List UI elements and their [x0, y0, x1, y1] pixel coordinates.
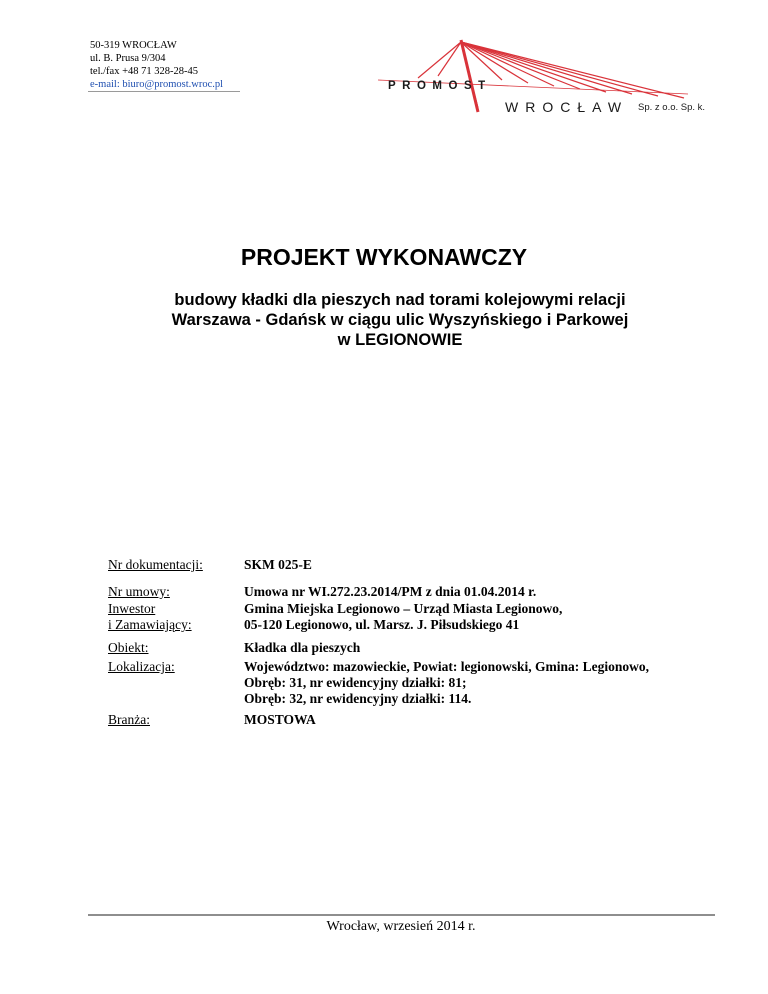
info-value: SKM 025-E — [244, 557, 312, 572]
info-value — [244, 659, 744, 707]
logo-city: WROCŁAW — [505, 99, 629, 115]
address-line: ul. B. Prusa 9/304 — [90, 53, 166, 64]
info-value-line: Województwo: mazowieckie, Powiat: legionowski, Gmina: Legionowo, — [244, 659, 649, 674]
info-label: Obiekt: — [108, 640, 149, 655]
info-label-line: Inwestor — [108, 601, 156, 616]
subtitle-line: Warszawa - Gdańsk w ciągu ulic Wyszyńskiego i Parkowej — [171, 311, 629, 329]
company-address — [90, 39, 223, 91]
address-line: 50-319 WROCŁAW — [90, 40, 177, 51]
info-label: Lokalizacja: — [108, 659, 175, 674]
info-label-line: i Zamawiający: — [108, 617, 192, 632]
info-value-line: Gmina Miejska Legionowo – Urząd Miasta Legionowo, — [244, 601, 563, 616]
info-label: Branża: — [108, 712, 150, 727]
info-value-line: Obręb: 32, nr ewidencyjny działki: 114. — [244, 691, 472, 706]
email-link[interactable]: e-mail: biuro@promost.wroc.pl — [90, 79, 224, 90]
document-title: PROJEKT WYKONAWCZY — [240, 244, 528, 270]
info-value — [244, 601, 744, 633]
logo-suffix: Sp. z o.o. Sp. k. — [638, 102, 706, 113]
info-label — [108, 601, 192, 633]
info-value: Kładka dla pieszych — [244, 640, 361, 655]
subtitle-line: budowy kładki dla pieszych nad torami kolejowymi relacji — [174, 291, 626, 309]
address-divider — [88, 91, 240, 92]
address-line: tel./fax +48 71 328-28-45 — [90, 66, 198, 77]
logo-brand: PROMOST — [388, 80, 492, 92]
document-subtitle — [100, 290, 700, 350]
info-label: Nr umowy: — [108, 584, 170, 599]
info-label: Nr dokumentacji: — [108, 557, 203, 572]
subtitle-line: w LEGIONOWIE — [337, 331, 463, 349]
footer-divider — [88, 914, 715, 916]
info-value: MOSTOWA — [244, 712, 316, 727]
info-value: Umowa nr WI.272.23.2014/PM z dnia 01.04.2014 r. — [244, 584, 537, 599]
info-value-line: 05-120 Legionowo, ul. Marsz. J. Piłsudskiego 41 — [244, 617, 520, 632]
info-value-line: Obręb: 31, nr ewidencyjny działki: 81; — [244, 675, 467, 690]
footer-place-date: Wrocław, wrzesień 2014 r. — [326, 919, 476, 934]
